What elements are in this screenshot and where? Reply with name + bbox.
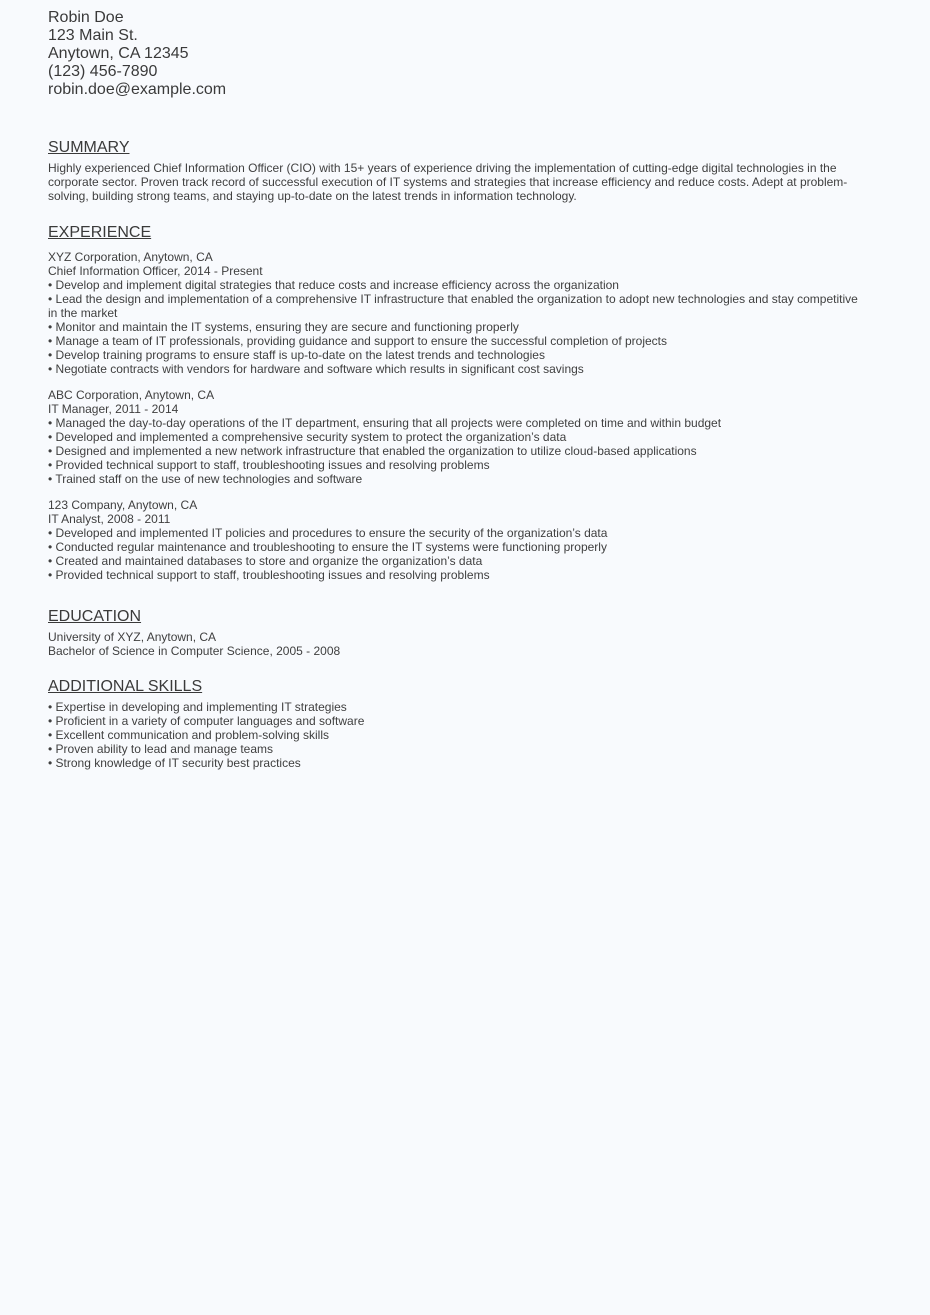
skill-item: • Excellent communication and problem-solving skills bbox=[48, 728, 329, 742]
job-company: 123 Company, Anytown, CA bbox=[48, 498, 198, 512]
job-bullet: • Conducted regular maintenance and troubleshooting to ensure the IT systems were functioning properly bbox=[48, 540, 607, 554]
skill-item: • Expertise in developing and implementing IT strategies bbox=[48, 700, 347, 714]
job-entry bbox=[48, 250, 862, 376]
summary-text: Highly experienced Chief Information Officer (CIO) with 15+ years of experience driving the implementation of cutting-edge digital technologies in the corporate sector. Proven track record of successful execution of IT systems and strategies that increase efficiency and reduce costs. Adept at problem-solving, building strong teams, and staying up-to-date on the latest trends in information technology. bbox=[48, 161, 848, 203]
contact-street: 123 Main St. bbox=[48, 27, 138, 44]
job-bullet: • Develop training programs to ensure staff is up-to-date on the latest trends and technologies bbox=[48, 348, 545, 362]
job-entry bbox=[48, 498, 858, 582]
contact-city: Anytown, CA 12345 bbox=[48, 45, 189, 62]
job-bullet: • Provided technical support to staff, troubleshooting issues and resolving problems bbox=[48, 568, 490, 582]
contact-block bbox=[48, 9, 858, 99]
job-bullet: • Provided technical support to staff, troubleshooting issues and resolving problems bbox=[48, 458, 490, 472]
education-section bbox=[48, 608, 858, 658]
job-bullet: • Manage a team of IT professionals, providing guidance and support to ensure the successful completion of projects bbox=[48, 334, 668, 348]
skill-item: • Strong knowledge of IT security best practices bbox=[48, 756, 301, 770]
skill-item: • Proficient in a variety of computer languages and software bbox=[48, 714, 365, 728]
job-bullet: • Trained staff on the use of new technologies and software bbox=[48, 472, 363, 486]
education-degree: Bachelor of Science in Computer Science, 2005 - 2008 bbox=[48, 644, 341, 658]
resume-page bbox=[48, 9, 862, 770]
job-bullet: • Designed and implemented a new network infrastructure that enabled the organization to utilize cloud-based applications bbox=[48, 444, 697, 458]
skills-list bbox=[48, 700, 858, 770]
contact-name: Robin Doe bbox=[48, 9, 124, 26]
job-role: Chief Information Officer, 2014 - Present bbox=[48, 264, 263, 278]
contact-phone: (123) 456-7890 bbox=[48, 63, 158, 80]
job-bullet: • Negotiate contracts with vendors for hardware and software which results in significant cost savings bbox=[48, 362, 584, 376]
job-bullet: • Lead the design and implementation of a comprehensive IT infrastructure that enabled the organization to adopt new technologies and stay competitive in the market bbox=[48, 292, 862, 320]
job-bullet: • Created and maintained databases to store and organize the organization’s data bbox=[48, 554, 483, 568]
job-company: XYZ Corporation, Anytown, CA bbox=[48, 250, 213, 264]
job-bullet: • Develop and implement digital strategies that reduce costs and increase efficiency across the organization bbox=[48, 278, 619, 292]
experience-heading: EXPERIENCE bbox=[48, 224, 152, 241]
skill-item: • Proven ability to lead and manage teams bbox=[48, 742, 273, 756]
summary-section bbox=[48, 139, 858, 203]
job-role: IT Manager, 2011 - 2014 bbox=[48, 402, 179, 416]
education-heading: EDUCATION bbox=[48, 608, 142, 625]
education-school: University of XYZ, Anytown, CA bbox=[48, 630, 217, 644]
job-role: IT Analyst, 2008 - 2011 bbox=[48, 512, 171, 526]
job-entry bbox=[48, 388, 858, 486]
job-company: ABC Corporation, Anytown, CA bbox=[48, 388, 215, 402]
experience-section bbox=[48, 224, 862, 582]
skills-section bbox=[48, 678, 858, 770]
job-bullet: • Monitor and maintain the IT systems, ensuring they are secure and functioning properly bbox=[48, 320, 519, 334]
skills-heading: ADDITIONAL SKILLS bbox=[48, 678, 203, 695]
job-bullet: • Developed and implemented IT policies and procedures to ensure the security of the organization’s data bbox=[48, 526, 608, 540]
job-bullet: • Developed and implemented a comprehensive security system to protect the organization’s data bbox=[48, 430, 567, 444]
summary-heading: SUMMARY bbox=[48, 139, 130, 156]
contact-email: robin.doe@example.com bbox=[48, 81, 227, 98]
job-bullet: • Managed the day-to-day operations of the IT department, ensuring that all projects were completed on time and within budget bbox=[48, 416, 722, 430]
education-entry bbox=[48, 630, 858, 658]
